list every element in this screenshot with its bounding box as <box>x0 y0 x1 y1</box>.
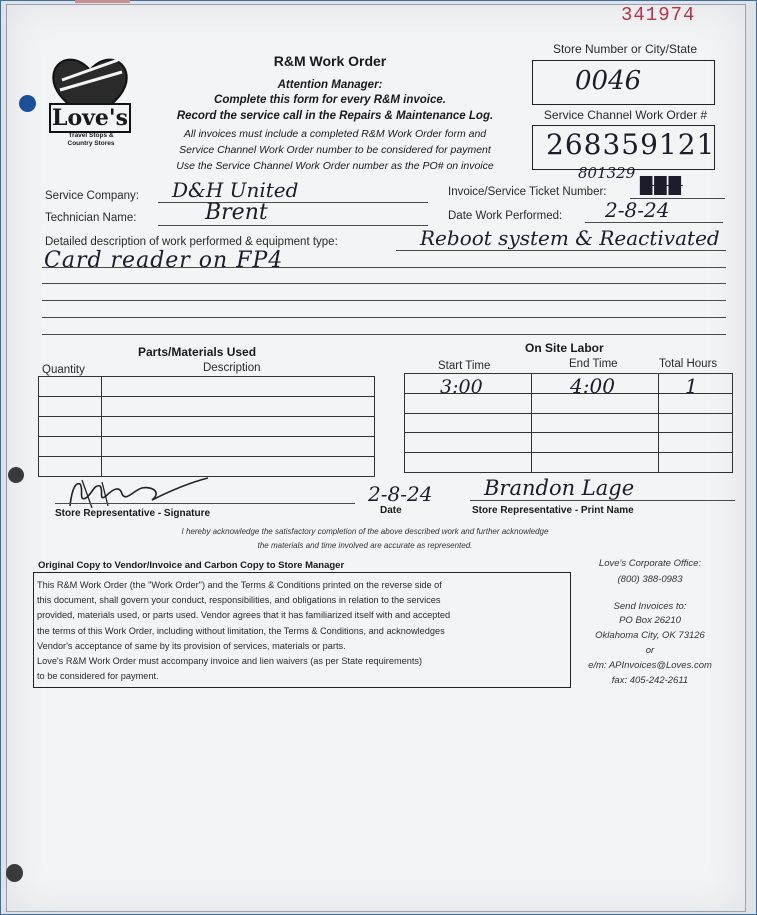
parts-table <box>38 376 375 477</box>
send-invoices-label: Send Invoices to: <box>613 601 687 612</box>
signature-label: Store Representative - Signature <box>55 508 211 519</box>
technician-label: Technician Name: <box>45 212 137 224</box>
desc-line-c <box>42 283 726 284</box>
store-number-value: 0046 <box>575 66 642 96</box>
invoice-label: Invoice/Service Ticket Number: <box>448 186 607 198</box>
note-2: Service Channel Work Order number to be considered for payment <box>179 144 491 156</box>
desc-line-b <box>42 267 726 268</box>
labor-col-total: Total Hours <box>659 358 718 370</box>
labor-start-value: 3:00 <box>440 376 483 398</box>
loves-logo <box>42 50 138 154</box>
terms-text <box>37 578 567 684</box>
service-channel-value: 268359121 <box>546 128 716 161</box>
labor-col-end: End Time <box>569 358 618 370</box>
punch-hole-top <box>8 467 24 483</box>
parts-col-description: Description <box>203 362 261 374</box>
terms-line: Love's R&M Work Order must accompany invoice and lien waivers (as per State requirements) <box>37 656 423 667</box>
desc-line-f <box>42 334 726 335</box>
instruction-1: Complete this form for every R&M invoice. <box>214 94 446 106</box>
print-name-label: Store Representative - Print Name <box>472 505 634 516</box>
invoice-value: 801329 <box>578 164 636 182</box>
fax: fax: 405-242-2611 <box>611 675 689 686</box>
signature-icon <box>62 476 212 512</box>
or-text: or <box>645 645 655 656</box>
email: e/m: APInvoices@Loves.com <box>588 660 712 671</box>
terms-line: this document, shall govern your conduct, responsibilities, and obligations in relation to the services <box>37 595 441 606</box>
ack-line-1: I hereby acknowledge the satisfactory completion of the above described work and further acknowledge <box>181 527 549 536</box>
serial-number: 341974 <box>621 4 696 26</box>
ack-line-2: the materials and time involved are accurate as represented. <box>257 541 473 550</box>
desc-line-e <box>42 317 726 318</box>
blue-dot <box>19 95 36 112</box>
desc-line-d <box>42 300 726 301</box>
technician-line <box>158 225 428 226</box>
parts-heading: Parts/Materials Used <box>138 345 257 359</box>
invoice-crossed-out: ███ <box>640 176 683 195</box>
city: Oklahoma City, OK 73126 <box>595 630 705 641</box>
terms-heading: Original Copy to Vendor/Invoice and Carbon Copy to Store Manager <box>38 560 345 571</box>
note-3: Use the Service Channel Work Order number as the PO# on invoice <box>176 160 494 172</box>
print-name-line <box>470 500 735 501</box>
description-label: Detailed description of work performed & equipment type: <box>45 236 338 248</box>
note-1: All invoices must include a completed R&M Work Order form and <box>183 128 487 140</box>
terms-line: provided, materials used, or parts used. Vendor agrees that it has familiarized itself with and accepted <box>37 610 451 621</box>
signoff-date-label: Date <box>380 505 402 516</box>
description-line-2: Card reader on FP4 <box>44 248 284 273</box>
parts-col-quantity: Quantity <box>42 364 85 376</box>
terms-line: Vendor's acceptance of same by its provision of services, materials or parts. <box>37 640 346 651</box>
punch-hole-bottom <box>6 864 23 882</box>
date-performed-label: Date Work Performed: <box>448 210 563 222</box>
corporate-phone: (800) 388-0983 <box>617 574 683 585</box>
date-performed-value: 2-8-24 <box>605 198 670 222</box>
service-company-value: D&H United <box>172 178 299 202</box>
service-company-line <box>158 202 428 203</box>
store-number-label: Store Number or City/State <box>552 42 698 56</box>
labor-col-start: Start Time <box>438 360 491 372</box>
signoff-date-value: 2-8-24 <box>368 482 433 506</box>
service-company-label: Service Company: <box>45 190 139 202</box>
technician-value: Brent <box>205 200 268 225</box>
logo-word: Love's <box>52 105 129 131</box>
labor-total-value: 1 <box>685 374 698 398</box>
corporate-office-label: Love's Corporate Office: <box>598 558 702 569</box>
labor-heading: On Site Labor <box>525 341 604 355</box>
signature-line <box>55 503 355 504</box>
top-red-mark <box>75 0 130 3</box>
terms-line: the terms of this Work Order, including without limitation, the Terms & Conditions, and acknowledges <box>37 625 445 636</box>
terms-line: to be considered for payment. <box>37 671 159 682</box>
form-title: R&M Work Order <box>273 53 387 69</box>
service-channel-label: Service Channel Work Order # <box>543 108 708 122</box>
attention-line: Attention Manager: <box>277 79 383 91</box>
print-name-value: Brandon Lage <box>484 476 635 500</box>
description-line-1: Reboot system & Reactivated <box>420 226 720 250</box>
po-box: PO Box 26210 <box>619 615 681 626</box>
logo-tagline: Travel Stops & Country Stores <box>67 132 115 147</box>
instruction-2: Record the service call in the Repairs & Maintenance Log. <box>176 110 494 122</box>
labor-end-value: 4:00 <box>570 374 615 398</box>
terms-line: This R&M Work Order (the "Work Order") and the Terms & Conditions printed on the reverse side of <box>37 580 442 590</box>
desc-line-a <box>396 250 726 251</box>
date-performed-line <box>585 222 723 223</box>
